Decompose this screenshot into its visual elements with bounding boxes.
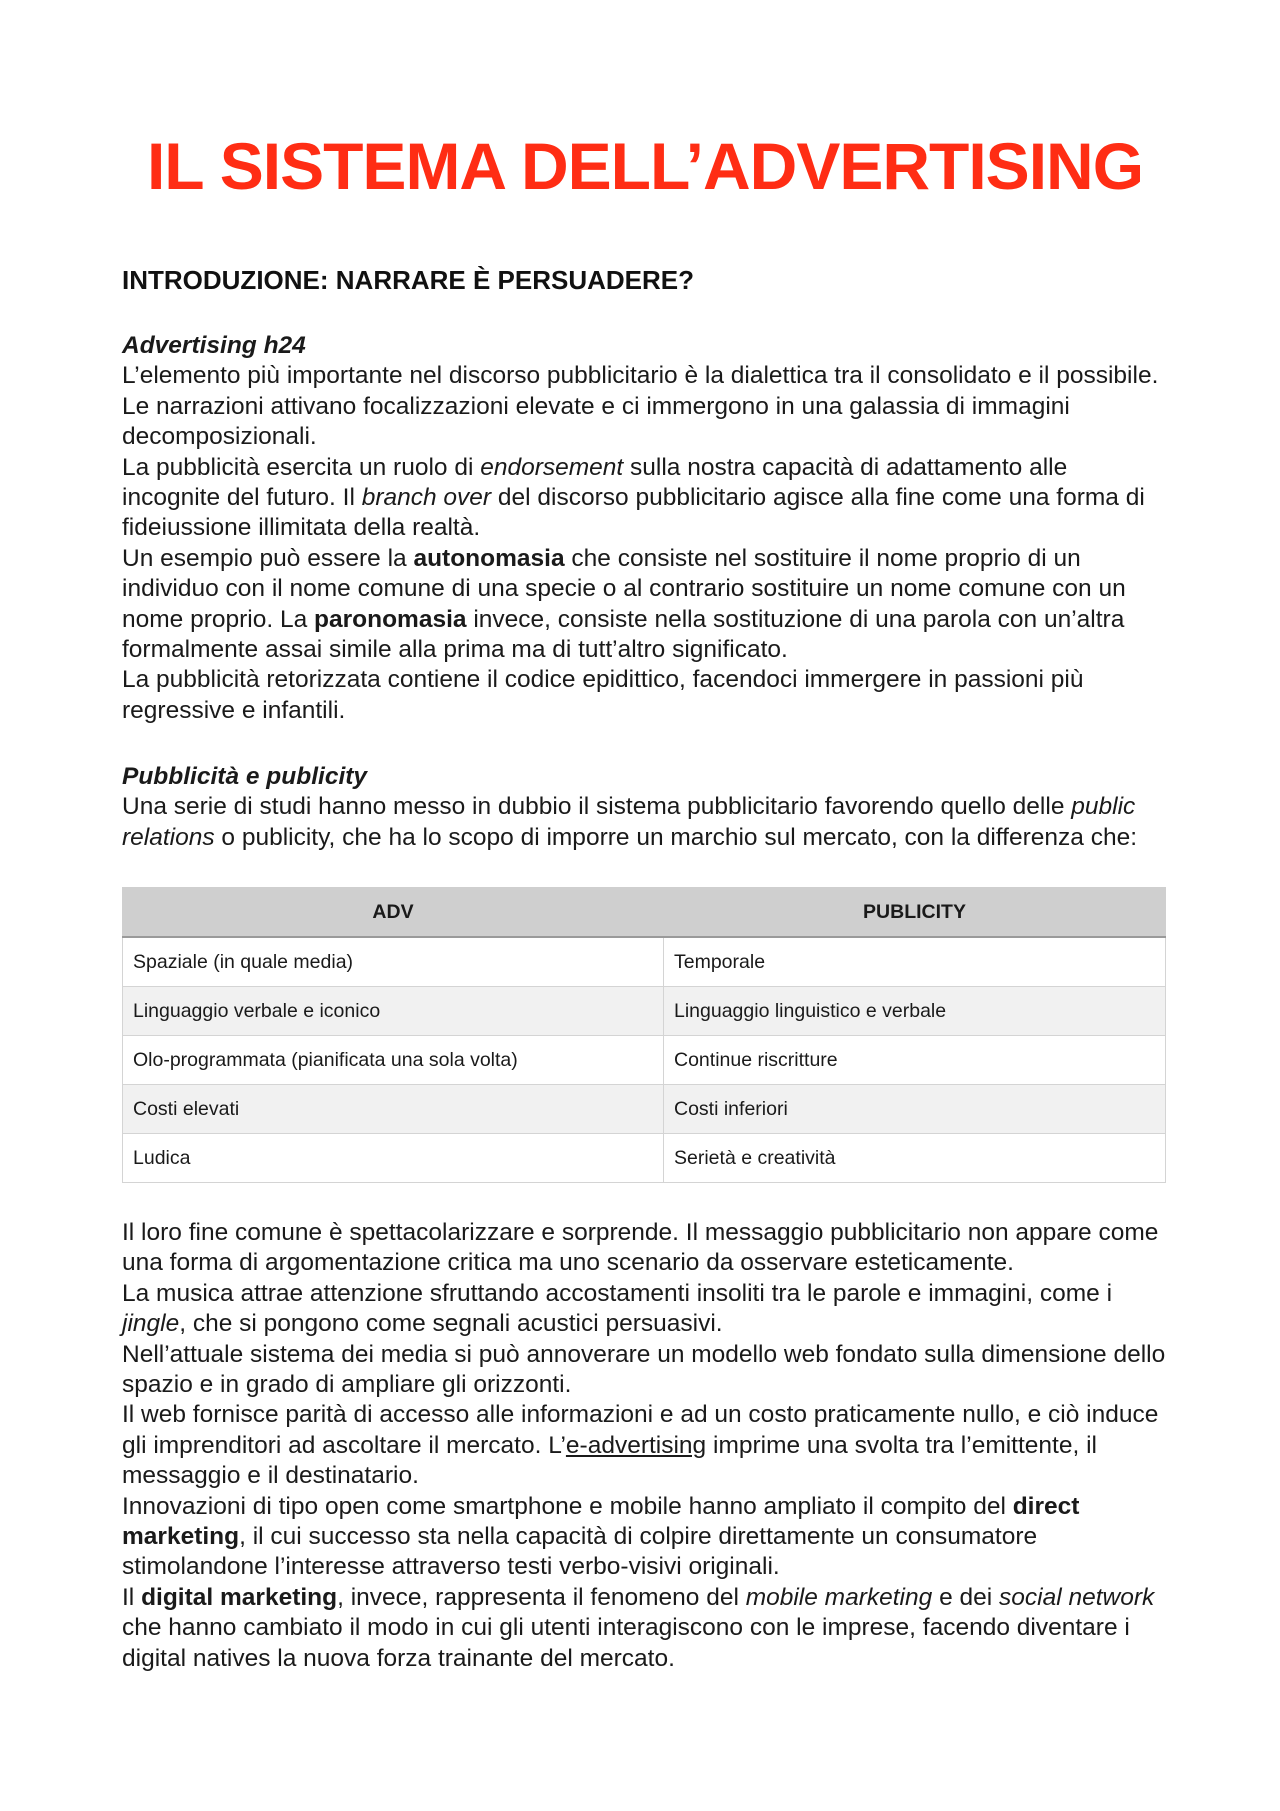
paragraph: Il digital marketing, invece, rappresenta il fenomeno del mobile marketing e dei social network che hanno cambiato il modo in cui gli utenti interagiscono con le imprese, facendo diventare i digital natives la nuova forza trainante del mercato. xyxy=(122,1583,1155,1672)
subheading-pubblicita-publicity: Pubblicità e publicity xyxy=(122,763,368,790)
paragraph: Un esempio può essere la autonomasia che consiste nel sostituire il nome proprio di un individuo con il nome comune di una specie o al contrario sostituire un nome comune con un nome proprio. La paronomasia invece, consiste nella sostituzione di una parola con un’altra formalmente assai simile alla prima ma di tutt’altro significato. xyxy=(122,544,1126,664)
table-row xyxy=(123,1134,1166,1183)
table-cell: Spaziale (in quale media) xyxy=(123,937,664,987)
subheading-advertising-h24: Advertising h24 xyxy=(122,332,306,359)
table-cell: Costi elevati xyxy=(123,1085,664,1134)
table-cell: Costi inferiori xyxy=(664,1085,1166,1134)
section-advertising-h24 xyxy=(122,331,1168,726)
table-row xyxy=(123,1085,1166,1134)
paragraph: Innovazioni di tipo open come smartphone e mobile hanno ampliato il compito del direct marketing, il cui successo sta nella capacità di colpire direttamente un consumatore stimolandone l’interesse attraverso testi verbo-visivi originali. xyxy=(122,1492,1080,1581)
section-pubblicita-publicity xyxy=(122,762,1168,853)
table-cell: Linguaggio linguistico e verbale xyxy=(664,987,1166,1036)
paragraph: Il loro fine comune è spettacolarizzare e sorprende. Il messaggio pubblicitario non appare come una forma di argomentazione critica ma uno scenario da osservare esteticamente. xyxy=(122,1219,1159,1277)
section-heading: INTRODUZIONE: NARRARE È PERSUADERE? xyxy=(122,265,695,295)
paragraph: Il web fornisce parità di accesso alle informazioni e ad un costo praticamente nullo, e ciò induce gli imprenditori ad ascoltare il mercato. L’e-advertising imprime una svolta tra l’emittente, il messaggio e il destinatario. xyxy=(122,1401,1159,1490)
paragraph: La pubblicità retorizzata contiene il codice epidittico, facendoci immergere in passioni più regressive e infantili. xyxy=(122,666,1084,724)
table-row xyxy=(123,987,1166,1036)
paragraph: Nell’attuale sistema dei media si può annoverare un modello web fondato sulla dimensione dello spazio e in grado di ampliare gli orizzonti. xyxy=(122,1340,1166,1399)
table-row xyxy=(123,1036,1166,1085)
table-cell: Serietà e creatività xyxy=(664,1134,1166,1183)
paragraph: La musica attrae attenzione sfruttando accostamenti insoliti tra le parole e immagini, come i jingle, che si pongono come segnali acustici persuasivi. xyxy=(122,1279,1113,1338)
table-cell: Olo-programmata (pianificata una sola volta) xyxy=(123,1036,664,1085)
table-cell: Continue riscritture xyxy=(664,1036,1166,1085)
table-cell: Ludica xyxy=(123,1134,664,1183)
table-header-publicity: PUBLICITY xyxy=(664,888,1166,938)
paragraph: Una serie di studi hanno messo in dubbio il sistema pubblicitario favorendo quello delle public relations o publicity, che ha lo scopo di imporre un marchio sul mercato, con la differenza che: xyxy=(122,793,1138,851)
paragraph: L’elemento più importante nel discorso pubblicitario è la dialettica tra il consolidato e il possibile. Le narrazioni attivano focalizzazioni elevate e ci immergono in una galassia di immagini decomposizionali. xyxy=(122,362,1159,451)
table-cell: Linguaggio verbale e iconico xyxy=(123,987,664,1036)
comparison-table xyxy=(122,887,1166,1183)
table-cell: Temporale xyxy=(664,937,1166,987)
table-row xyxy=(123,937,1166,987)
page-title: IL SISTEMA DELL’ADVERTISING xyxy=(146,129,1144,203)
e-advertising-term: e-advertising xyxy=(565,1431,707,1459)
section-closing xyxy=(122,1218,1168,1674)
paragraph: La pubblicità esercita un ruolo di endorsement sulla nostra capacità di adattamento alle incognite del futuro. Il branch over del discorso pubblicitario agisce alla fine come una forma di fideiussione illimitata della realtà. xyxy=(122,453,1145,542)
table-header-adv: ADV xyxy=(123,888,664,938)
